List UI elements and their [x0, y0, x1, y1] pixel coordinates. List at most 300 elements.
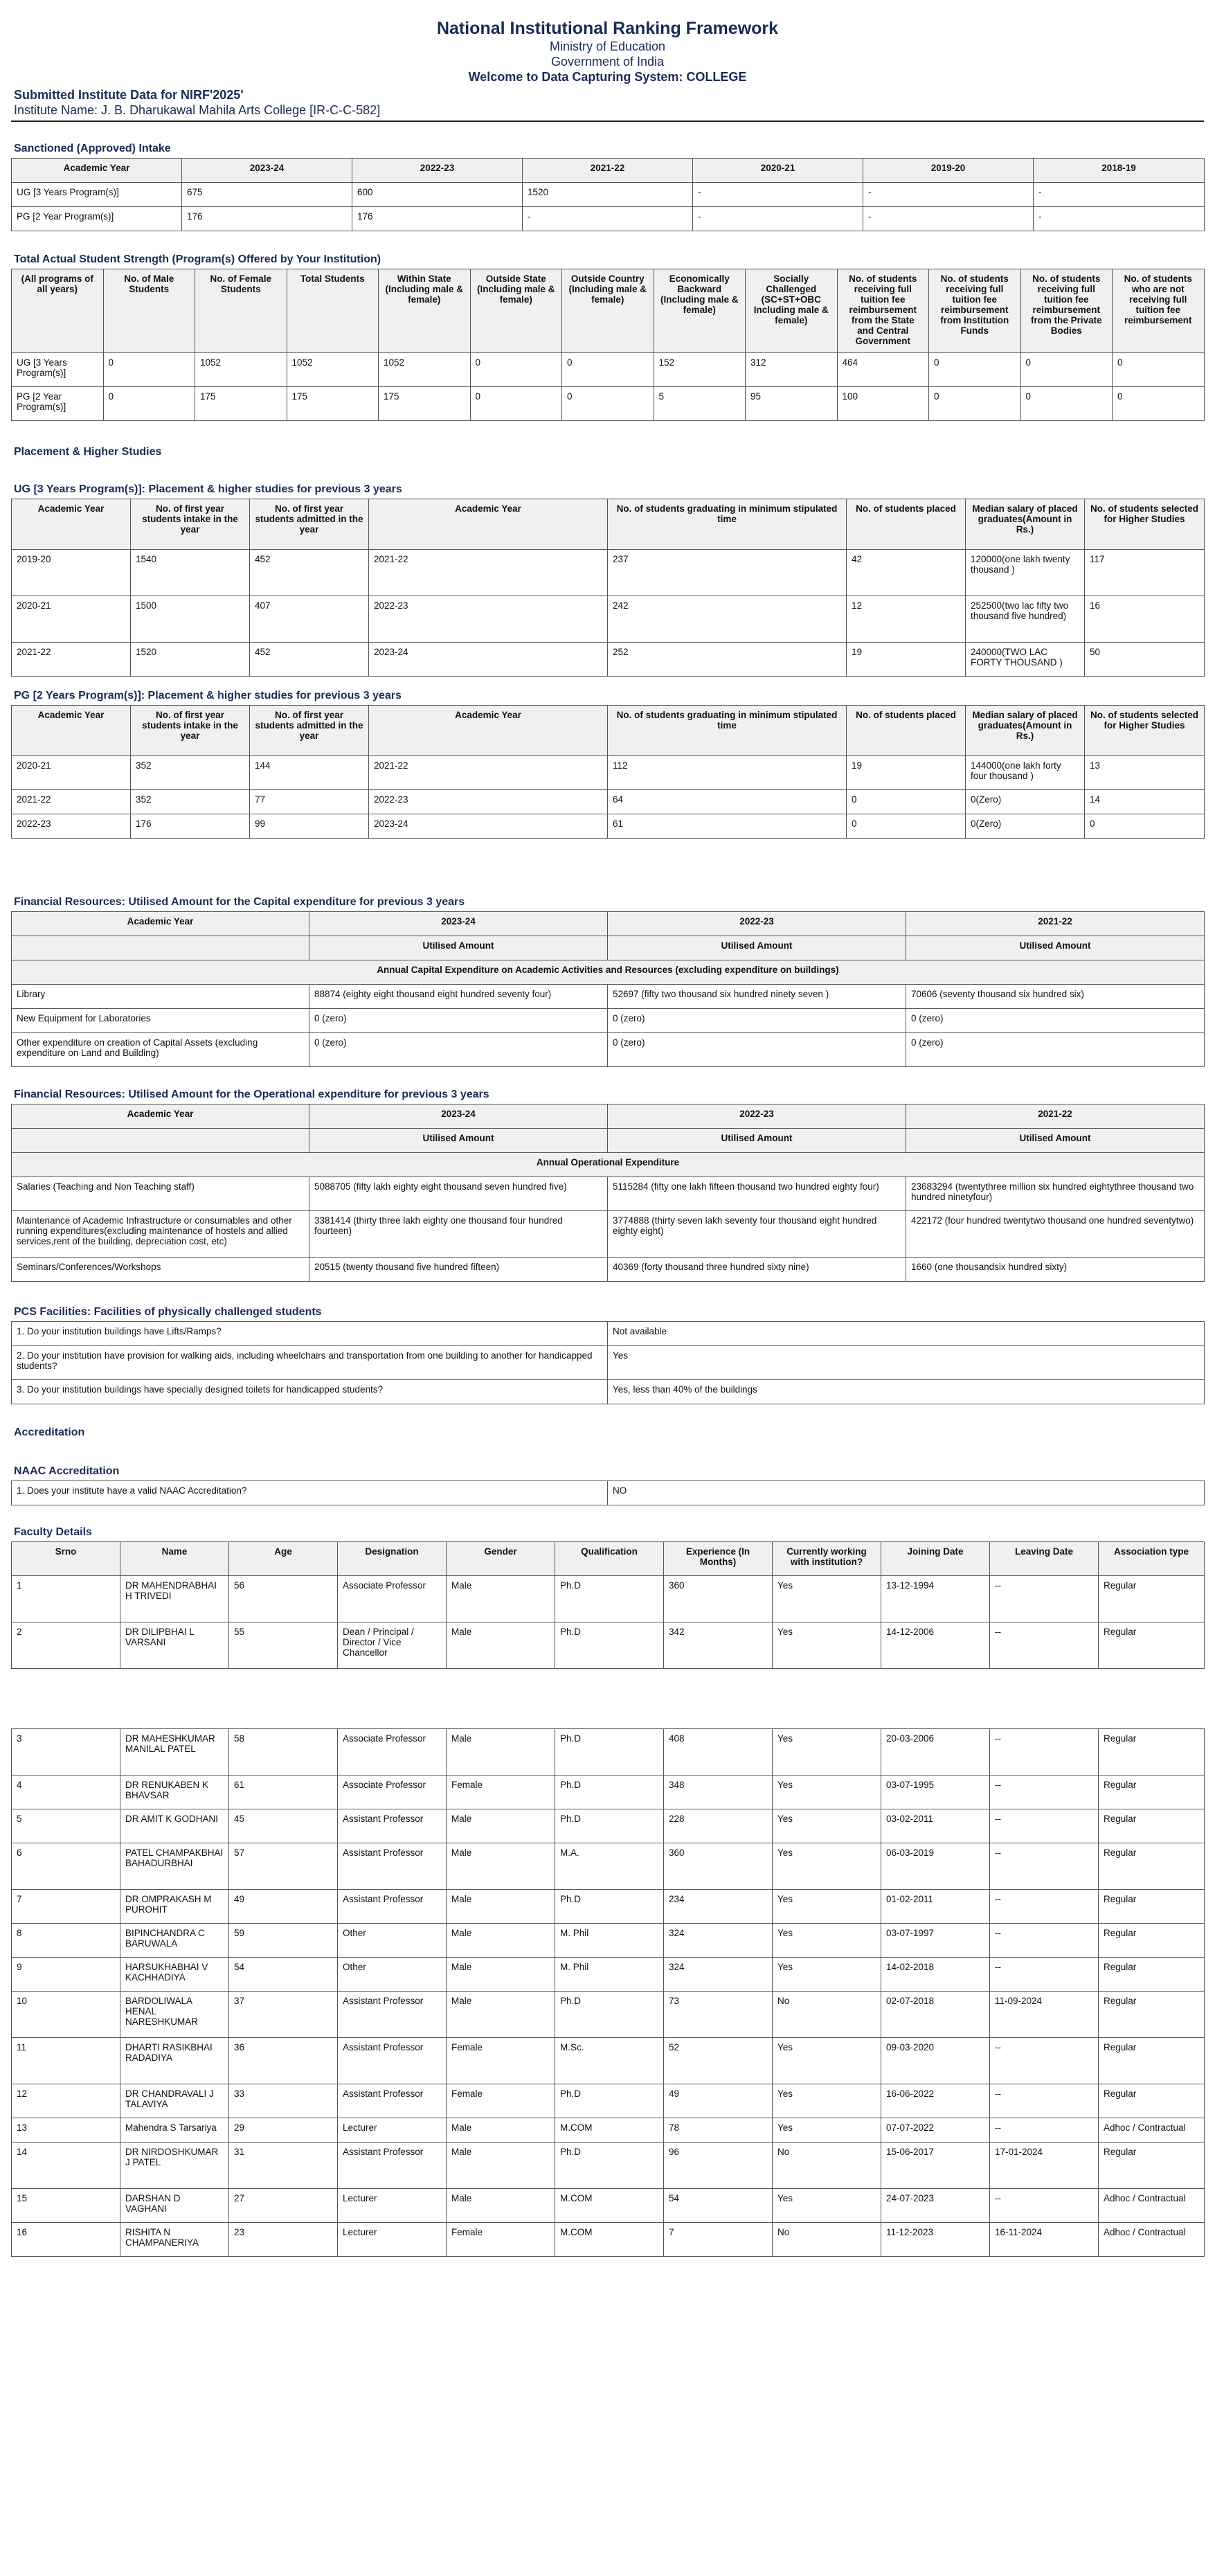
table-cell: 61: [608, 814, 847, 839]
table-cell: 452: [250, 550, 369, 596]
header-row: [12, 269, 1205, 353]
table-cell: 252: [608, 643, 847, 677]
table-cell: 2023-24: [369, 643, 608, 677]
intake-table: [11, 158, 1205, 231]
table-cell: Ph.D: [555, 2084, 664, 2118]
table-row: [12, 1033, 1205, 1067]
table-cell: Male: [447, 1809, 555, 1843]
submission-info: [14, 87, 380, 118]
table-cell: --: [990, 2084, 1099, 2118]
column-header: 2018-19: [1034, 159, 1205, 183]
column-header: No. of first year students admitted in the year: [250, 499, 369, 550]
table-row: [12, 1809, 1205, 1843]
table-cell: M. Phil: [555, 1958, 664, 1992]
table-cell: 176: [182, 207, 352, 231]
table-cell: DR DILIPBHAI L VARSANI: [120, 1622, 229, 1669]
table-row: [12, 2084, 1205, 2118]
table-cell: 59: [229, 1924, 338, 1958]
table-cell: 1052: [379, 353, 471, 387]
table-cell: Library: [12, 985, 309, 1009]
table-cell: Seminars/Conferences/Workshops: [12, 1258, 309, 1282]
table-cell: Other: [338, 1958, 447, 1992]
header-row: [12, 706, 1205, 756]
header-row: [12, 1542, 1205, 1576]
table-cell: 0: [470, 387, 562, 421]
ug-placement-title: UG [3 Years Program(s)]: Placement & higher studies for previous 3 years: [14, 483, 402, 495]
table-row: [12, 1958, 1205, 1992]
utilised-row: [12, 1129, 1205, 1153]
table-cell: 03-02-2011: [881, 1809, 990, 1843]
table-cell: 88874 (eighty eight thousand eight hundred seventy four): [309, 985, 608, 1009]
table-cell: Dean / Principal / Director / Vice Chancellor: [338, 1622, 447, 1669]
column-header: Outside State (Including male & female): [470, 269, 562, 353]
table-cell: 49: [229, 1890, 338, 1924]
table-cell: Yes: [773, 1776, 881, 1809]
table-cell: -: [693, 183, 863, 207]
table-cell: -: [523, 207, 693, 231]
table-cell: 360: [664, 1843, 773, 1890]
column-header: Name: [120, 1542, 229, 1576]
table-cell: Assistant Professor: [338, 2038, 447, 2084]
table-row: [12, 985, 1205, 1009]
table-cell: DR MAHENDRABHAI H TRIVEDI: [120, 1576, 229, 1622]
pg-placement-title: PG [2 Years Program(s)]: Placement & higher studies for previous 3 years: [14, 690, 402, 701]
table-cell: 58: [229, 1729, 338, 1776]
table-cell: --: [990, 1958, 1099, 1992]
table-cell: Not available: [608, 1322, 1205, 1346]
table-cell: Associate Professor: [338, 1729, 447, 1776]
table-row: [12, 207, 1205, 231]
accreditation-section-title: Accreditation: [14, 1426, 85, 1438]
table-cell: 0: [1113, 387, 1205, 421]
column-header: No. of students placed: [847, 499, 966, 550]
table-cell: Regular: [1099, 1890, 1205, 1924]
table-cell: 56: [229, 1576, 338, 1622]
table-cell: 2021-22: [12, 790, 131, 814]
table-cell: DHARTI RASIKBHAI RADADIYA: [120, 2038, 229, 2084]
column-header: Socially Challenged (SC+ST+OBC Including male & female): [746, 269, 838, 353]
table-row: [12, 1576, 1205, 1622]
table-cell: 1520: [523, 183, 693, 207]
table-cell: 0(Zero): [966, 790, 1085, 814]
table-cell: Ph.D: [555, 1576, 664, 1622]
table-cell: Other: [338, 1924, 447, 1958]
table-cell: Yes: [773, 1958, 881, 1992]
expenditure-subhead: Annual Operational Expenditure: [12, 1153, 1205, 1177]
table-cell: Yes: [773, 2084, 881, 2118]
table-cell: 54: [229, 1958, 338, 1992]
table-cell: 13: [1085, 756, 1205, 790]
table-cell: 50: [1085, 643, 1205, 677]
table-cell: Associate Professor: [338, 1776, 447, 1809]
table-cell: 37: [229, 1992, 338, 2038]
column-header: 2021-22: [523, 159, 693, 183]
utilised-row: [12, 936, 1205, 960]
table-cell: 117: [1085, 550, 1205, 596]
table-cell: Yes: [608, 1346, 1205, 1380]
table-cell: 352: [131, 756, 250, 790]
table-cell: 07-07-2022: [881, 2118, 990, 2143]
column-header: Academic Year: [12, 499, 131, 550]
table-cell: 55: [229, 1622, 338, 1669]
table-cell: Other expenditure on creation of Capital Assets (excluding expenditure on Land and Building): [12, 1033, 309, 1067]
table-cell: 1: [12, 1576, 120, 1622]
submitted-label: Submitted Institute Data for NIRF'2025': [14, 88, 244, 102]
table-row: [12, 1481, 1205, 1505]
table-cell: 2022-23: [369, 596, 608, 643]
table-cell: 20515 (twenty thousand five hundred fifteen): [309, 1258, 608, 1282]
column-header: Academic Year: [369, 706, 608, 756]
column-header: 2022-23: [352, 159, 523, 183]
table-cell: 312: [746, 353, 838, 387]
table-cell: 120000(one lakh twenty thousand ): [966, 550, 1085, 596]
table-cell: Yes: [773, 2038, 881, 2084]
table-cell: 03-07-1997: [881, 1924, 990, 1958]
table-cell: Female: [447, 2223, 555, 2257]
table-cell: Regular: [1099, 1576, 1205, 1622]
column-header: Joining Date: [881, 1542, 990, 1576]
table-cell: Regular: [1099, 1958, 1205, 1992]
table-row: [12, 1924, 1205, 1958]
table-cell: --: [990, 2118, 1099, 2143]
table-cell: 2020-21: [12, 756, 131, 790]
table-cell: 2023-24: [369, 814, 608, 839]
table-cell: Yes, less than 40% of the buildings: [608, 1380, 1205, 1404]
table-cell: 8: [12, 1924, 120, 1958]
column-header: Gender: [447, 1542, 555, 1576]
table-cell: 176: [352, 207, 523, 231]
table-row: [12, 1009, 1205, 1033]
table-cell: Lecturer: [338, 2118, 447, 2143]
table-cell: --: [990, 1622, 1099, 1669]
table-cell: 3. Do your institution buildings have specially designed toilets for handicapped students?: [12, 1380, 608, 1404]
column-header: Total Students: [287, 269, 379, 353]
table-cell: 324: [664, 1958, 773, 1992]
table-cell: Ph.D: [555, 2143, 664, 2189]
faculty-table-page2: [11, 1728, 1205, 2257]
column-header: Currently working with institution?: [773, 1542, 881, 1576]
table-cell: 29: [229, 2118, 338, 2143]
table-cell: PG [2 Year Program(s)]: [12, 387, 104, 421]
table-cell: Regular: [1099, 1622, 1205, 1669]
table-cell: Regular: [1099, 1992, 1205, 2038]
table-cell: UG [3 Years Program(s)]: [12, 353, 104, 387]
column-header: Economically Backward (Including male & female): [654, 269, 746, 353]
table-cell: Regular: [1099, 2143, 1205, 2189]
table-cell: 2020-21: [12, 596, 131, 643]
column-header: 2023-24: [309, 1104, 608, 1129]
header-row: [12, 499, 1205, 550]
table-cell: 0: [562, 353, 654, 387]
table-cell: Ph.D: [555, 1776, 664, 1809]
table-cell: BARDOLIWALA HENAL NARESHKUMAR: [120, 1992, 229, 2038]
table-cell: RISHITA N CHAMPANERIYA: [120, 2223, 229, 2257]
column-header: Experience (In Months): [664, 1542, 773, 1576]
table-cell: 1052: [287, 353, 379, 387]
table-row: [12, 1992, 1205, 2038]
table-cell: 675: [182, 183, 352, 207]
column-header: Academic Year: [12, 1104, 309, 1129]
table-row: [12, 550, 1205, 596]
table-cell: 2. Do your institution have provision for walking aids, including wheelchairs and transportation from one building to another for handicapped students?: [12, 1346, 608, 1380]
table-cell: Male: [447, 1622, 555, 1669]
table-cell: 10: [12, 1992, 120, 2038]
table-cell: --: [990, 2189, 1099, 2223]
table-cell: Regular: [1099, 1924, 1205, 1958]
table-cell: 360: [664, 1576, 773, 1622]
column-header: Academic Year: [12, 159, 182, 183]
table-cell: BIPINCHANDRA C BARUWALA: [120, 1924, 229, 1958]
table-row: [12, 2189, 1205, 2223]
government-line: Government of India: [550, 55, 665, 69]
table-row: [12, 1890, 1205, 1924]
table-cell: 45: [229, 1809, 338, 1843]
table-cell: 7: [12, 1890, 120, 1924]
table-cell: 20-03-2006: [881, 1729, 990, 1776]
table-cell: 144: [250, 756, 369, 790]
table-cell: 31: [229, 2143, 338, 2189]
column-header: Academic Year: [12, 706, 131, 756]
expenditure-subhead: Annual Capital Expenditure on Academic Activities and Resources (excluding expenditure on buildings): [12, 960, 1205, 985]
table-cell: 17-01-2024: [990, 2143, 1099, 2189]
page-title: National Institutional Ranking Framework: [436, 19, 779, 38]
table-cell: 1. Do your institution buildings have Lifts/Ramps?: [12, 1322, 608, 1346]
table-cell: Assistant Professor: [338, 1809, 447, 1843]
table-cell: 175: [379, 387, 471, 421]
table-cell: --: [990, 1576, 1099, 1622]
pcs-table: [11, 1321, 1205, 1404]
table-row: [12, 1346, 1205, 1380]
table-cell: M.A.: [555, 1843, 664, 1890]
table-cell: 14-12-2006: [881, 1622, 990, 1669]
table-cell: 11: [12, 2038, 120, 2084]
table-cell: 5: [12, 1809, 120, 1843]
table-cell: Female: [447, 1776, 555, 1809]
column-header: Qualification: [555, 1542, 664, 1576]
table-cell: 0: [1020, 387, 1113, 421]
column-header: No. of first year students intake in the year: [131, 499, 250, 550]
table-cell: 2021-22: [369, 550, 608, 596]
table-cell: 14-02-2018: [881, 1958, 990, 1992]
ug-placement-table: [11, 499, 1205, 677]
table-cell: 96: [664, 2143, 773, 2189]
table-row: [12, 1729, 1205, 1776]
table-cell: 144000(one lakh forty four thousand ): [966, 756, 1085, 790]
table-cell: Adhoc / Contractual: [1099, 2223, 1205, 2257]
table-cell: Male: [447, 1992, 555, 2038]
table-cell: --: [990, 2038, 1099, 2084]
table-cell: 16-11-2024: [990, 2223, 1099, 2257]
table-cell: 0 (zero): [309, 1033, 608, 1067]
table-cell: 09-03-2020: [881, 2038, 990, 2084]
column-header: 2023-24: [182, 159, 352, 183]
column-header: No. of students who are not receiving full tuition fee reimbursement: [1113, 269, 1205, 353]
table-cell: Maintenance of Academic Infrastructure or consumables and other running expenditures(excluding maintenance of hostels and allied services,rent of the building, depreciation cost, etc): [12, 1211, 309, 1258]
table-cell: 152: [654, 353, 746, 387]
table-cell: 228: [664, 1809, 773, 1843]
column-header: No. of first year students admitted in the year: [250, 706, 369, 756]
placement-section-title: Placement & Higher Studies: [14, 446, 162, 458]
table-cell: 176: [131, 814, 250, 839]
table-cell: No: [773, 2223, 881, 2257]
column-header: No. of students selected for Higher Studies: [1085, 499, 1205, 550]
table-cell: Regular: [1099, 1843, 1205, 1890]
table-row: [12, 756, 1205, 790]
column-header: No. of students selected for Higher Studies: [1085, 706, 1205, 756]
column-header: No. of students receiving full tuition fee reimbursement from Institution Funds: [929, 269, 1021, 353]
table-cell: 0: [1020, 353, 1113, 387]
intake-section-title: Sanctioned (Approved) Intake: [14, 143, 171, 154]
utilised-amount-header: Utilised Amount: [906, 936, 1205, 960]
table-cell: -: [863, 183, 1034, 207]
table-cell: --: [990, 1924, 1099, 1958]
table-cell: 16: [1085, 596, 1205, 643]
column-header: Leaving Date: [990, 1542, 1099, 1576]
table-cell: -: [1034, 207, 1205, 231]
table-cell: Yes: [773, 2189, 881, 2223]
table-cell: 352: [131, 790, 250, 814]
table-cell: 5: [654, 387, 746, 421]
table-cell: Ph.D: [555, 1809, 664, 1843]
table-row: [12, 596, 1205, 643]
operational-expenditure-table: [11, 1104, 1205, 1282]
subhead-row: [12, 960, 1205, 985]
table-cell: Yes: [773, 1622, 881, 1669]
table-cell: Male: [447, 2189, 555, 2223]
table-cell: Yes: [773, 1843, 881, 1890]
pg-placement-table: [11, 705, 1205, 839]
table-row: [12, 1211, 1205, 1258]
table-cell: 49: [664, 2084, 773, 2118]
column-header: Association type: [1099, 1542, 1205, 1576]
column-header: 2022-23: [608, 912, 906, 936]
table-cell: Male: [447, 2118, 555, 2143]
table-cell: 0: [847, 814, 966, 839]
table-cell: 19: [847, 643, 966, 677]
capital-expenditure-table: [11, 911, 1205, 1067]
table-cell: 3381414 (thirty three lakh eighty one thousand four hundred fourteen): [309, 1211, 608, 1258]
table-row: [12, 1380, 1205, 1404]
table-cell: Salaries (Teaching and Non Teaching staff): [12, 1177, 309, 1211]
table-cell: DR RENUKABEN K BHAVSAR: [120, 1776, 229, 1809]
table-cell: M.Sc.: [555, 2038, 664, 2084]
table-row: [12, 814, 1205, 839]
column-header: No. of first year students intake in the year: [131, 706, 250, 756]
pcs-section-title: PCS Facilities: Facilities of physically challenged students: [14, 1306, 322, 1318]
table-cell: 252500(two lac fifty two thousand five hundred): [966, 596, 1085, 643]
utilised-amount-header: Utilised Amount: [309, 936, 608, 960]
table-cell: 23: [229, 2223, 338, 2257]
column-header: Designation: [338, 1542, 447, 1576]
column-header: 2021-22: [906, 912, 1205, 936]
table-cell: -: [1034, 183, 1205, 207]
table-cell: DR NIRDOSHKUMAR J PATEL: [120, 2143, 229, 2189]
blank-header: [12, 1129, 309, 1153]
table-cell: 24-07-2023: [881, 2189, 990, 2223]
header-row: [12, 1104, 1205, 1129]
table-cell: 95: [746, 387, 838, 421]
table-cell: 61: [229, 1776, 338, 1809]
table-cell: Male: [447, 1576, 555, 1622]
column-header: Within State (Including male & female): [379, 269, 471, 353]
table-cell: 0: [103, 353, 195, 387]
table-cell: 242: [608, 596, 847, 643]
table-cell: Assistant Professor: [338, 1843, 447, 1890]
table-cell: --: [990, 1776, 1099, 1809]
table-row: [12, 2118, 1205, 2143]
table-cell: 11-09-2024: [990, 1992, 1099, 2038]
table-cell: 0: [847, 790, 966, 814]
table-cell: Female: [447, 2038, 555, 2084]
table-cell: Yes: [773, 1924, 881, 1958]
table-cell: Regular: [1099, 2038, 1205, 2084]
table-cell: 12: [12, 2084, 120, 2118]
table-row: [12, 1843, 1205, 1890]
table-cell: 175: [287, 387, 379, 421]
table-cell: Assistant Professor: [338, 2143, 447, 2189]
operational-section-title: Financial Resources: Utilised Amount for the Operational expenditure for previous 3 years: [14, 1089, 489, 1100]
table-cell: --: [990, 1890, 1099, 1924]
table-cell: 0 (zero): [608, 1009, 906, 1033]
table-cell: 422172 (four hundred twentytwo thousand one hundred seventytwo): [906, 1211, 1205, 1258]
table-cell: 14: [1085, 790, 1205, 814]
table-cell: 03-07-1995: [881, 1776, 990, 1809]
table-cell: Yes: [773, 1890, 881, 1924]
table-cell: 9: [12, 1958, 120, 1992]
column-header: 2023-24: [309, 912, 608, 936]
table-cell: Ph.D: [555, 1890, 664, 1924]
faculty-table-page1: [11, 1541, 1205, 1669]
table-cell: 16-06-2022: [881, 2084, 990, 2118]
table-cell: --: [990, 1809, 1099, 1843]
column-header: Academic Year: [369, 499, 608, 550]
table-cell: 348: [664, 1776, 773, 1809]
table-cell: 234: [664, 1890, 773, 1924]
column-header: Age: [229, 1542, 338, 1576]
table-cell: 33: [229, 2084, 338, 2118]
institute-name: Institute Name: J. B. Dharukawal Mahila Arts College [IR-C-C-582]: [14, 103, 381, 117]
table-cell: DARSHAN D VAGHANI: [120, 2189, 229, 2223]
table-cell: 2019-20: [12, 550, 131, 596]
table-cell: 2022-23: [12, 814, 131, 839]
column-header: No. of Female Students: [195, 269, 287, 353]
table-cell: Regular: [1099, 1809, 1205, 1843]
column-header: (All programs of all years): [12, 269, 104, 353]
strength-table: [11, 269, 1205, 421]
column-header: 2019-20: [863, 159, 1034, 183]
table-row: [12, 2143, 1205, 2189]
table-cell: 52: [664, 2038, 773, 2084]
table-row: [12, 387, 1205, 421]
table-cell: 13-12-1994: [881, 1576, 990, 1622]
table-cell: Mahendra S Tarsariya: [120, 2118, 229, 2143]
header-row: [12, 912, 1205, 936]
table-cell: 77: [250, 790, 369, 814]
table-cell: DR MAHESHKUMAR MANILAL PATEL: [120, 1729, 229, 1776]
column-header: Outside Country (Including male & female): [562, 269, 654, 353]
table-cell: 54: [664, 2189, 773, 2223]
table-cell: 240000(TWO LAC FORTY THOUSAND ): [966, 643, 1085, 677]
table-row: [12, 2038, 1205, 2084]
table-cell: 0: [562, 387, 654, 421]
table-cell: M.COM: [555, 2189, 664, 2223]
table-cell: No: [773, 1992, 881, 2038]
table-cell: Male: [447, 1890, 555, 1924]
table-cell: 27: [229, 2189, 338, 2223]
column-header: 2022-23: [608, 1104, 906, 1129]
ministry-line: Ministry of Education: [549, 39, 666, 53]
table-cell: DR CHANDRAVALI J TALAVIYA: [120, 2084, 229, 2118]
